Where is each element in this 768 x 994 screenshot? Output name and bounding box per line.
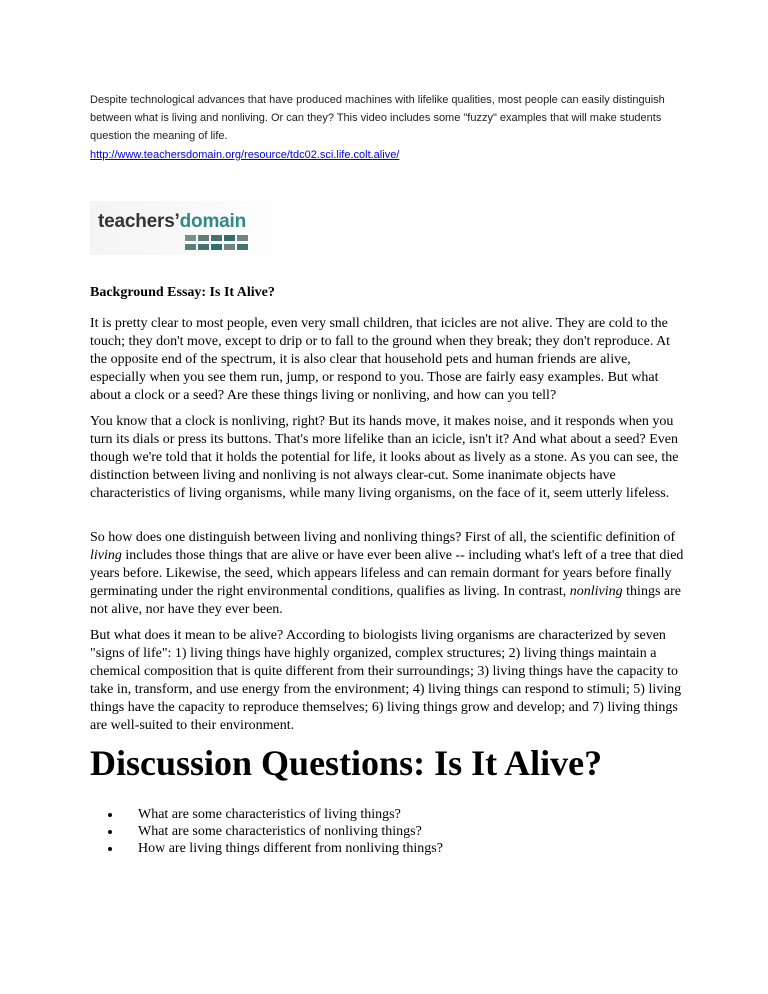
question-text: How are living things different from nonliving things? — [138, 841, 443, 856]
discussion-questions-list — [108, 806, 443, 857]
essay-paragraph-3-text-a: So how does one distinguish between living and nonliving things? First of all, the scientific definition of — [90, 530, 676, 545]
teachers-domain-logo — [90, 201, 290, 255]
bullet-icon — [108, 847, 112, 851]
resource-link[interactable]: http://www.teachersdomain.org/resource/tdc02.sci.life.colt.alive/ — [90, 149, 400, 161]
logo-wordmark — [98, 211, 246, 233]
discussion-title: Discussion Questions: Is It Alive? — [90, 743, 603, 783]
intro-paragraph: Despite technological advances that have produced machines with lifelike qualities, most people can easily distinguish between what is living and nonliving. Or can they? This video includes some "fuzzy" examples that will make students question the meaning of life. — [90, 94, 665, 142]
question-text: What are some characteristics of nonliving things? — [138, 824, 422, 839]
term-nonliving: nonliving — [569, 584, 623, 599]
term-living: living — [90, 548, 122, 563]
bullet-icon — [108, 830, 112, 834]
question-text: What are some characteristics of living things? — [138, 807, 401, 822]
list-item — [108, 823, 443, 840]
essay-paragraph-3-text-b: includes those things that are alive or have ever been alive -- including what's left of a tree that died years before. Likewise, the seed, which appears lifeless and can remain dormant for years before finally germinating under the right environmental conditions, qualifies as living. In contrast, — [90, 548, 684, 599]
essay-paragraph-4: But what does it mean to be alive? According to biologists living organisms are characterized by seven "signs of life": 1) living things have highly organized, complex structures; 2) living things maintain a chemical composition that is quite different from their surroundings; 3) living things have the capacity to take in, transform, and use energy from the environment; 4) living things can respond to stimuli; 5) living things have the capacity to reproduce themselves; 6) living things grow and develop; and 7) living things are well-suited to their environment. — [90, 628, 682, 733]
list-item — [108, 806, 443, 823]
essay-paragraph-1: It is pretty clear to most people, even very small children, that icicles are not alive. They are cold to the touch; they don't move, except to drip or to fall to the ground when they break; they don't reproduce. At the opposite end of the spectrum, it is also clear that household pets and human friends are alive, especially when you see them run, jump, or respond to you. Those are fairly easy examples. But what about a clock or a seed? Are these things living or nonliving, and how can you tell? — [90, 316, 671, 403]
essay-title: Background Essay: Is It Alive? — [90, 285, 275, 300]
logo-text-domain: domain — [179, 211, 246, 232]
essay-paragraph-2: You know that a clock is nonliving, right? But its hands move, it makes noise, and it responds when you turn its dials or press its buttons. That's more lifelike than an icicle, isn't it? And what about a seed? Even though we're told that it holds the potential for life, it looks about as lively as a stone. As you can see, the distinction between living and nonliving is not always clear-cut. Some inanimate objects have characteristics of living organisms, while many living organisms, on the face of it, seem utterly lifeless. — [90, 414, 679, 501]
essay-paragraph-3-text-c: things are not alive, nor have they ever been. — [90, 584, 681, 617]
list-item — [108, 840, 443, 857]
logo-tiles-icon — [185, 235, 250, 251]
bullet-icon — [108, 813, 112, 817]
essay-paragraph-3 — [90, 529, 690, 619]
logo-text-teachers: teachers’ — [98, 211, 180, 232]
